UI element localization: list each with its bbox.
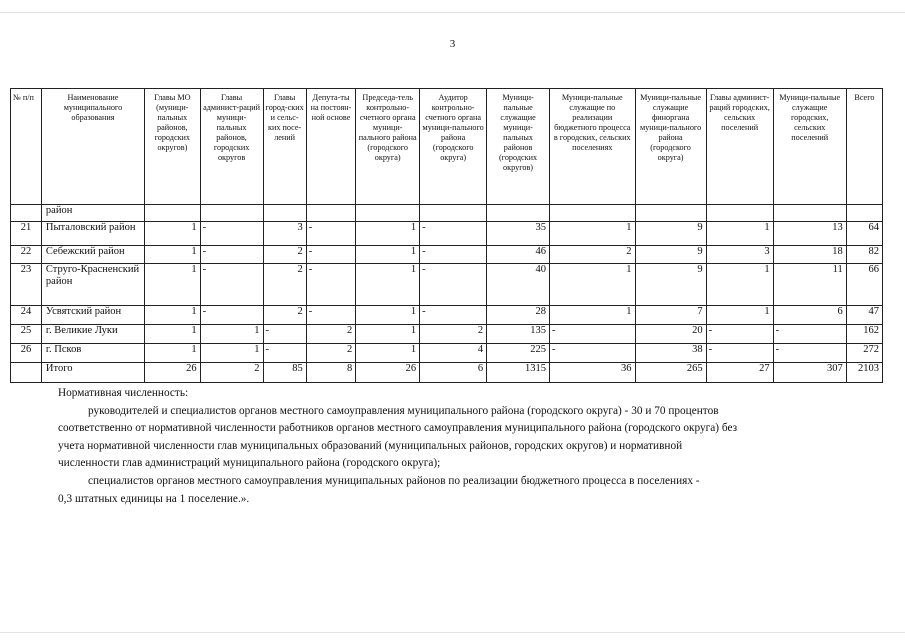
header-cell: Главы админист-раций муници-пальных районов, городских округов xyxy=(200,89,263,205)
value-cell: - xyxy=(706,344,773,363)
value-cell: 9 xyxy=(635,222,706,246)
value-cell: 1 xyxy=(144,306,200,325)
notes-title: Нормативная численность: xyxy=(58,387,189,399)
value-cell: 64 xyxy=(846,222,882,246)
value-cell: 162 xyxy=(846,325,882,344)
header-cell: Всего xyxy=(846,89,882,205)
value-cell: - xyxy=(306,264,355,306)
value-cell: 265 xyxy=(635,363,706,383)
value-cell: - xyxy=(420,264,487,306)
value-cell: 40 xyxy=(487,264,550,306)
value-cell: 26 xyxy=(356,363,420,383)
header-cell: Депута-ты на постоян-ной основе xyxy=(306,89,355,205)
value-cell: 1 xyxy=(356,306,420,325)
header-cell: Наименование муниципального образования xyxy=(41,89,144,205)
table-body xyxy=(11,222,883,383)
municipality-name: Струго-Красненский район xyxy=(41,264,144,306)
total-row xyxy=(11,363,883,383)
scan-artifact-bottom xyxy=(0,632,905,633)
value-cell: 1 xyxy=(549,306,635,325)
value-cell: 6 xyxy=(420,363,487,383)
value-cell: - xyxy=(306,306,355,325)
row-number xyxy=(11,363,42,383)
value-cell: - xyxy=(549,325,635,344)
value-cell: 6 xyxy=(773,306,846,325)
header-cell: Главы админист-раций городских, сельских поселений xyxy=(706,89,773,205)
continuation-row xyxy=(11,205,883,222)
value-cell: 1315 xyxy=(487,363,550,383)
value-cell: - xyxy=(773,325,846,344)
header-cell: № п/п xyxy=(11,89,42,205)
value-cell: 2 xyxy=(263,264,306,306)
value-cell: 2 xyxy=(263,246,306,264)
value-cell: - xyxy=(306,222,355,246)
value-cell: 1 xyxy=(356,344,420,363)
value-cell: 4 xyxy=(420,344,487,363)
value-cell: - xyxy=(549,344,635,363)
value-cell: 36 xyxy=(549,363,635,383)
header-cell: Муници-пальные служащие муници-пальных районов (городских округов) xyxy=(487,89,550,205)
value-cell: 1 xyxy=(549,222,635,246)
header-cell: Муници-пальные служащие финоргана муници-пального района (городского округа) xyxy=(635,89,706,205)
value-cell: 1 xyxy=(200,344,263,363)
value-cell: - xyxy=(263,344,306,363)
value-cell: 66 xyxy=(846,264,882,306)
total-label: Итого xyxy=(41,363,144,383)
row-number: 22 xyxy=(11,246,42,264)
value-cell: 28 xyxy=(487,306,550,325)
table-row xyxy=(11,325,883,344)
value-cell: 46 xyxy=(487,246,550,264)
notes-para2-line1: специалистов органов местного самоуправления муниципальных районов по реализации бюджетного процесса в поселениях - xyxy=(88,474,700,487)
value-cell: - xyxy=(420,222,487,246)
value-cell: 38 xyxy=(635,344,706,363)
value-cell: - xyxy=(420,306,487,325)
notes-para1-line2: соответственно от нормативной численности работников органов местного самоуправления муниципального района (городского округа) без xyxy=(58,422,738,435)
notes-para2-line2: 0,3 штатных единицы на 1 поселение.». xyxy=(58,492,250,505)
value-cell: 1 xyxy=(706,264,773,306)
value-cell: 7 xyxy=(635,306,706,325)
value-cell: 135 xyxy=(487,325,550,344)
header-cell: Муници-пальные служащие городских, сельских поселений xyxy=(773,89,846,205)
value-cell: 11 xyxy=(773,264,846,306)
value-cell: 47 xyxy=(846,306,882,325)
municipality-name: г. Великие Луки xyxy=(41,325,144,344)
value-cell: 1 xyxy=(200,325,263,344)
table-row xyxy=(11,264,883,306)
row-number: 25 xyxy=(11,325,42,344)
value-cell: 1 xyxy=(549,264,635,306)
value-cell: 2 xyxy=(306,344,355,363)
municipality-name: Себежский район xyxy=(41,246,144,264)
header-cell: Главы МО (муници-пальных районов, городских округов) xyxy=(144,89,200,205)
value-cell: 2 xyxy=(549,246,635,264)
value-cell: 225 xyxy=(487,344,550,363)
value-cell: 307 xyxy=(773,363,846,383)
value-cell: 1 xyxy=(144,264,200,306)
value-cell: 9 xyxy=(635,246,706,264)
value-cell: - xyxy=(200,264,263,306)
value-cell: 1 xyxy=(706,222,773,246)
municipality-name: Пыталовский район xyxy=(41,222,144,246)
value-cell: 1 xyxy=(144,246,200,264)
row-number: 26 xyxy=(11,344,42,363)
value-cell: 13 xyxy=(773,222,846,246)
table-row xyxy=(11,222,883,246)
value-cell: 1 xyxy=(356,325,420,344)
municipality-name: Усвятский район xyxy=(41,306,144,325)
value-cell: - xyxy=(306,246,355,264)
row-number: 24 xyxy=(11,306,42,325)
row-number: 21 xyxy=(11,222,42,246)
value-cell: 27 xyxy=(706,363,773,383)
value-cell: 1 xyxy=(356,222,420,246)
page-number: 3 xyxy=(449,38,456,50)
continuation-cell: район xyxy=(41,205,144,222)
table-row xyxy=(11,306,883,325)
value-cell: - xyxy=(706,325,773,344)
value-cell: 2 xyxy=(306,325,355,344)
value-cell: 82 xyxy=(846,246,882,264)
value-cell: 9 xyxy=(635,264,706,306)
value-cell: - xyxy=(263,325,306,344)
notes-para1-line3: учета нормативной численности глав муниципальных образований (муниципальных районов, городских округов) и нормативной xyxy=(58,439,683,452)
table-header-row xyxy=(11,89,883,205)
value-cell: - xyxy=(200,246,263,264)
value-cell: 18 xyxy=(773,246,846,264)
table-row xyxy=(11,246,883,264)
value-cell: 2 xyxy=(263,306,306,325)
row-number: 23 xyxy=(11,264,42,306)
value-cell: - xyxy=(773,344,846,363)
table-row xyxy=(11,344,883,363)
value-cell: 85 xyxy=(263,363,306,383)
value-cell: 272 xyxy=(846,344,882,363)
value-cell: 2103 xyxy=(846,363,882,383)
value-cell: 26 xyxy=(144,363,200,383)
value-cell: 1 xyxy=(144,325,200,344)
header-cell: Муници-пальные служащие по реализации бюджетного процесса в городских, сельских поселениях xyxy=(549,89,635,205)
value-cell: - xyxy=(200,306,263,325)
notes-block xyxy=(58,385,898,508)
value-cell: 1 xyxy=(706,306,773,325)
header-cell: Аудитор контрольно-счетного органа муници-пального района (городского округа) xyxy=(420,89,487,205)
value-cell: 3 xyxy=(263,222,306,246)
value-cell: 1 xyxy=(356,264,420,306)
header-cell: Председа-тель контрольно-счетного органа муници-пального района (городского округа) xyxy=(356,89,420,205)
value-cell: 1 xyxy=(144,344,200,363)
value-cell: 35 xyxy=(487,222,550,246)
staffing-table xyxy=(10,88,883,383)
municipality-name: г. Псков xyxy=(41,344,144,363)
value-cell: 20 xyxy=(635,325,706,344)
value-cell: 1 xyxy=(356,246,420,264)
value-cell: - xyxy=(200,222,263,246)
header-cell: Главы город-ских и сельс-ких посе-лений xyxy=(263,89,306,205)
value-cell: 2 xyxy=(420,325,487,344)
scan-artifact-top xyxy=(0,12,905,13)
value-cell: 1 xyxy=(144,222,200,246)
value-cell: 8 xyxy=(306,363,355,383)
value-cell: - xyxy=(420,246,487,264)
notes-para1-line4: численности глав администраций муниципального района (городского округа); xyxy=(58,457,441,470)
value-cell: 2 xyxy=(200,363,263,383)
value-cell: 3 xyxy=(706,246,773,264)
notes-para1-line1: руководителей и специалистов органов местного самоуправления муниципального района (городского округа) - 30 и 70 процентов xyxy=(88,404,719,417)
